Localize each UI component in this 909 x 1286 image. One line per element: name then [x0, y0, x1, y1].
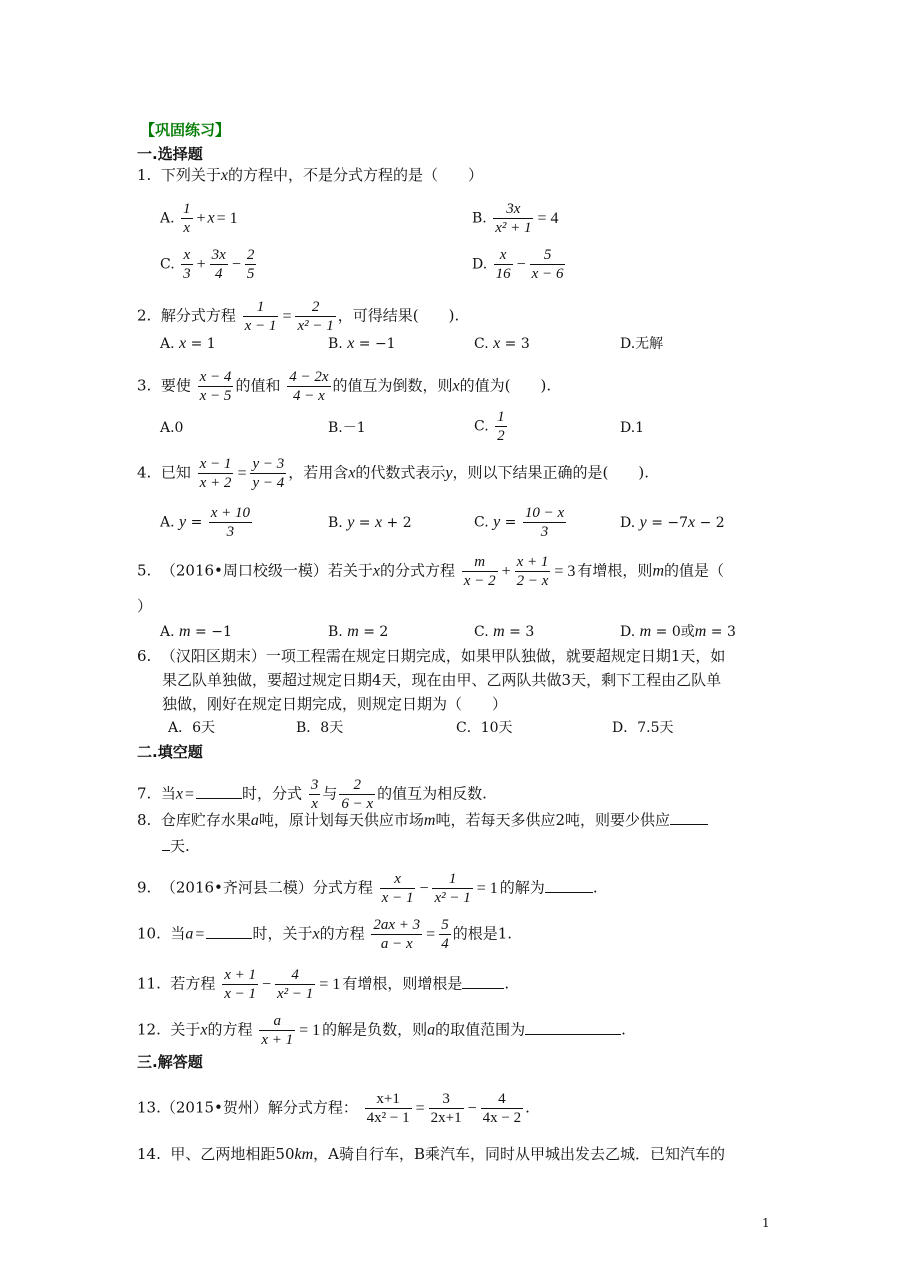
q2-option-a: A. x = 1 — [160, 335, 216, 352]
q3-option-d: D.1 — [620, 420, 645, 436]
q2-option-b: B. x = −1 — [328, 335, 396, 352]
q6-option-c: C．10天 — [456, 720, 513, 736]
page-number: 1 — [762, 1216, 770, 1230]
q5-option-c: C. m = 3 — [474, 623, 535, 640]
q4-option-c: C. y = $\frac{10 - x}{3}$ — [474, 505, 565, 540]
section-title-answer: 三.解答题 — [137, 1053, 203, 1071]
q5-option-a: A. m = −1 — [160, 623, 232, 640]
question-14: 14. 甲、乙两地相距50km，A骑自行车，B乘汽车，同时从甲城出发去乙城．已知汽车的 — [137, 1145, 726, 1163]
section-header: 【巩固练习】 — [140, 121, 231, 139]
question-9: 9. （2016•齐河县二模）分式方程 $\frac{x}{x - 1}$ − $\frac{1}{\text{x² − 1}}$ = 1 的解为 . — [137, 871, 598, 906]
q5-option-d: D. m = 0或m = 3 — [620, 623, 736, 640]
question-5: 5. （2016•周口校级一模）若关于x的分式方程 $\frac{m}{x - 2}$ + $\frac{x + 1}{2 - x}$ = 3 有增根，则m的值是（ — [137, 554, 725, 589]
question-12: 12. 关于x的方程 $\frac{a}{x + 1}$ = 1 的解是负数，则a的取值范围为 . — [137, 1013, 626, 1048]
q6-option-a: A．6天 — [168, 720, 216, 736]
q2-option-c: C. x = 3 — [474, 335, 530, 352]
q3-option-a: A.0 — [160, 420, 184, 436]
q4-option-a: A. y = $\frac{x + 10}{3}$ — [160, 505, 251, 540]
q6-option-b: B．8天 — [296, 720, 344, 736]
question-6-line1: 6. （汉阳区期末）一项工程需在规定日期完成，如果甲队独做，就要超规定日期1天，如 — [137, 647, 726, 665]
q4-option-b: B. y = x + 2 — [328, 514, 412, 531]
section-title-choice: 一.选择题 — [137, 145, 203, 163]
question-3: 3. 要使 $\frac{x - 4}{x - 5}$ 的值和 $\frac{4 - 2x}{4 - x}$ 的值互为倒数，则x的值为( ). — [137, 369, 552, 404]
q3-option-b: B.－1 — [328, 420, 366, 436]
question-1: 1. 下列关于x的方程中，不是分式方程的是（ ） — [137, 166, 483, 184]
question-4: 4. 已知 $\frac{x - 1}{x + 2}$ = $\frac{y - 3}{y - 4}$ ，若用含x的代数式表示y，则以下结果正确的是( ). — [137, 456, 649, 491]
q6-option-d: D．7.5天 — [612, 720, 674, 736]
section-title-fill: 二.填空题 — [137, 743, 203, 761]
question-8-line2: 天. — [162, 836, 190, 856]
question-8: 8. 仓库贮存水果a吨，原计划每天供应市场m吨，若每天多供应2吨，则要少供应 — [137, 810, 708, 831]
question-2: 2. 解分式方程 $\frac{1}{x - 1}$ = $\frac{2}{\text{x² − 1}}$ ，可得结果( ). — [137, 299, 460, 334]
q1-option-d: D. $\frac{x}{16}$ − $\frac{5}{x - 6}$ — [472, 247, 564, 282]
q3-option-c: C. $\frac{1}{2}$ — [474, 409, 505, 444]
question-6-line3: 独做，刚好在规定日期完成，则规定日期为（ ） — [162, 695, 508, 713]
q4-option-d: D. y = −7x − 2 — [620, 514, 725, 531]
q1-option-a: A. $\frac{1}{x}$ + x = 1 — [160, 201, 238, 236]
q1-option-b: B. $\frac{3x}{\text{x² + 1}}$ = 4 — [472, 201, 559, 236]
q2-option-d: D.无解 — [620, 336, 664, 352]
q1-option-c: C. $\frac{x}{3}$ + $\frac{3x}{4}$ − $\frac{2}{5}$ — [160, 247, 255, 282]
question-13: 13.（2015•贺州）解分式方程： $\frac{x+1}{\text{4x² − 1}}$ = $\frac{3}{2x+1}$ − $\frac{4}{4x - 2}$ . — [137, 1091, 530, 1126]
question-6-line2: 果乙队单独做，要超过规定日期4天，现在由甲、乙两队共做3天，剩下工程由乙队单 — [162, 671, 722, 689]
q5-option-b: B. m = 2 — [328, 623, 389, 640]
question-11: 11. 若方程 $\frac{x + 1}{x - 1}$ − $\frac{4}{\text{x² − 1}}$ = 1 有增根，则增根是 . — [137, 967, 510, 1002]
q5-continuation: ） — [137, 597, 153, 615]
question-7: 7. 当x = 时，分式 $\frac{3}{x}$ 与 $\frac{2}{6 - x}$ 的值互为相反数. — [137, 777, 487, 812]
question-10: 10. 当a = 时，关于x的方程 $\frac{2ax + 3}{a - x}$ = $\frac{5}{4}$ 的根是1. — [137, 917, 512, 952]
